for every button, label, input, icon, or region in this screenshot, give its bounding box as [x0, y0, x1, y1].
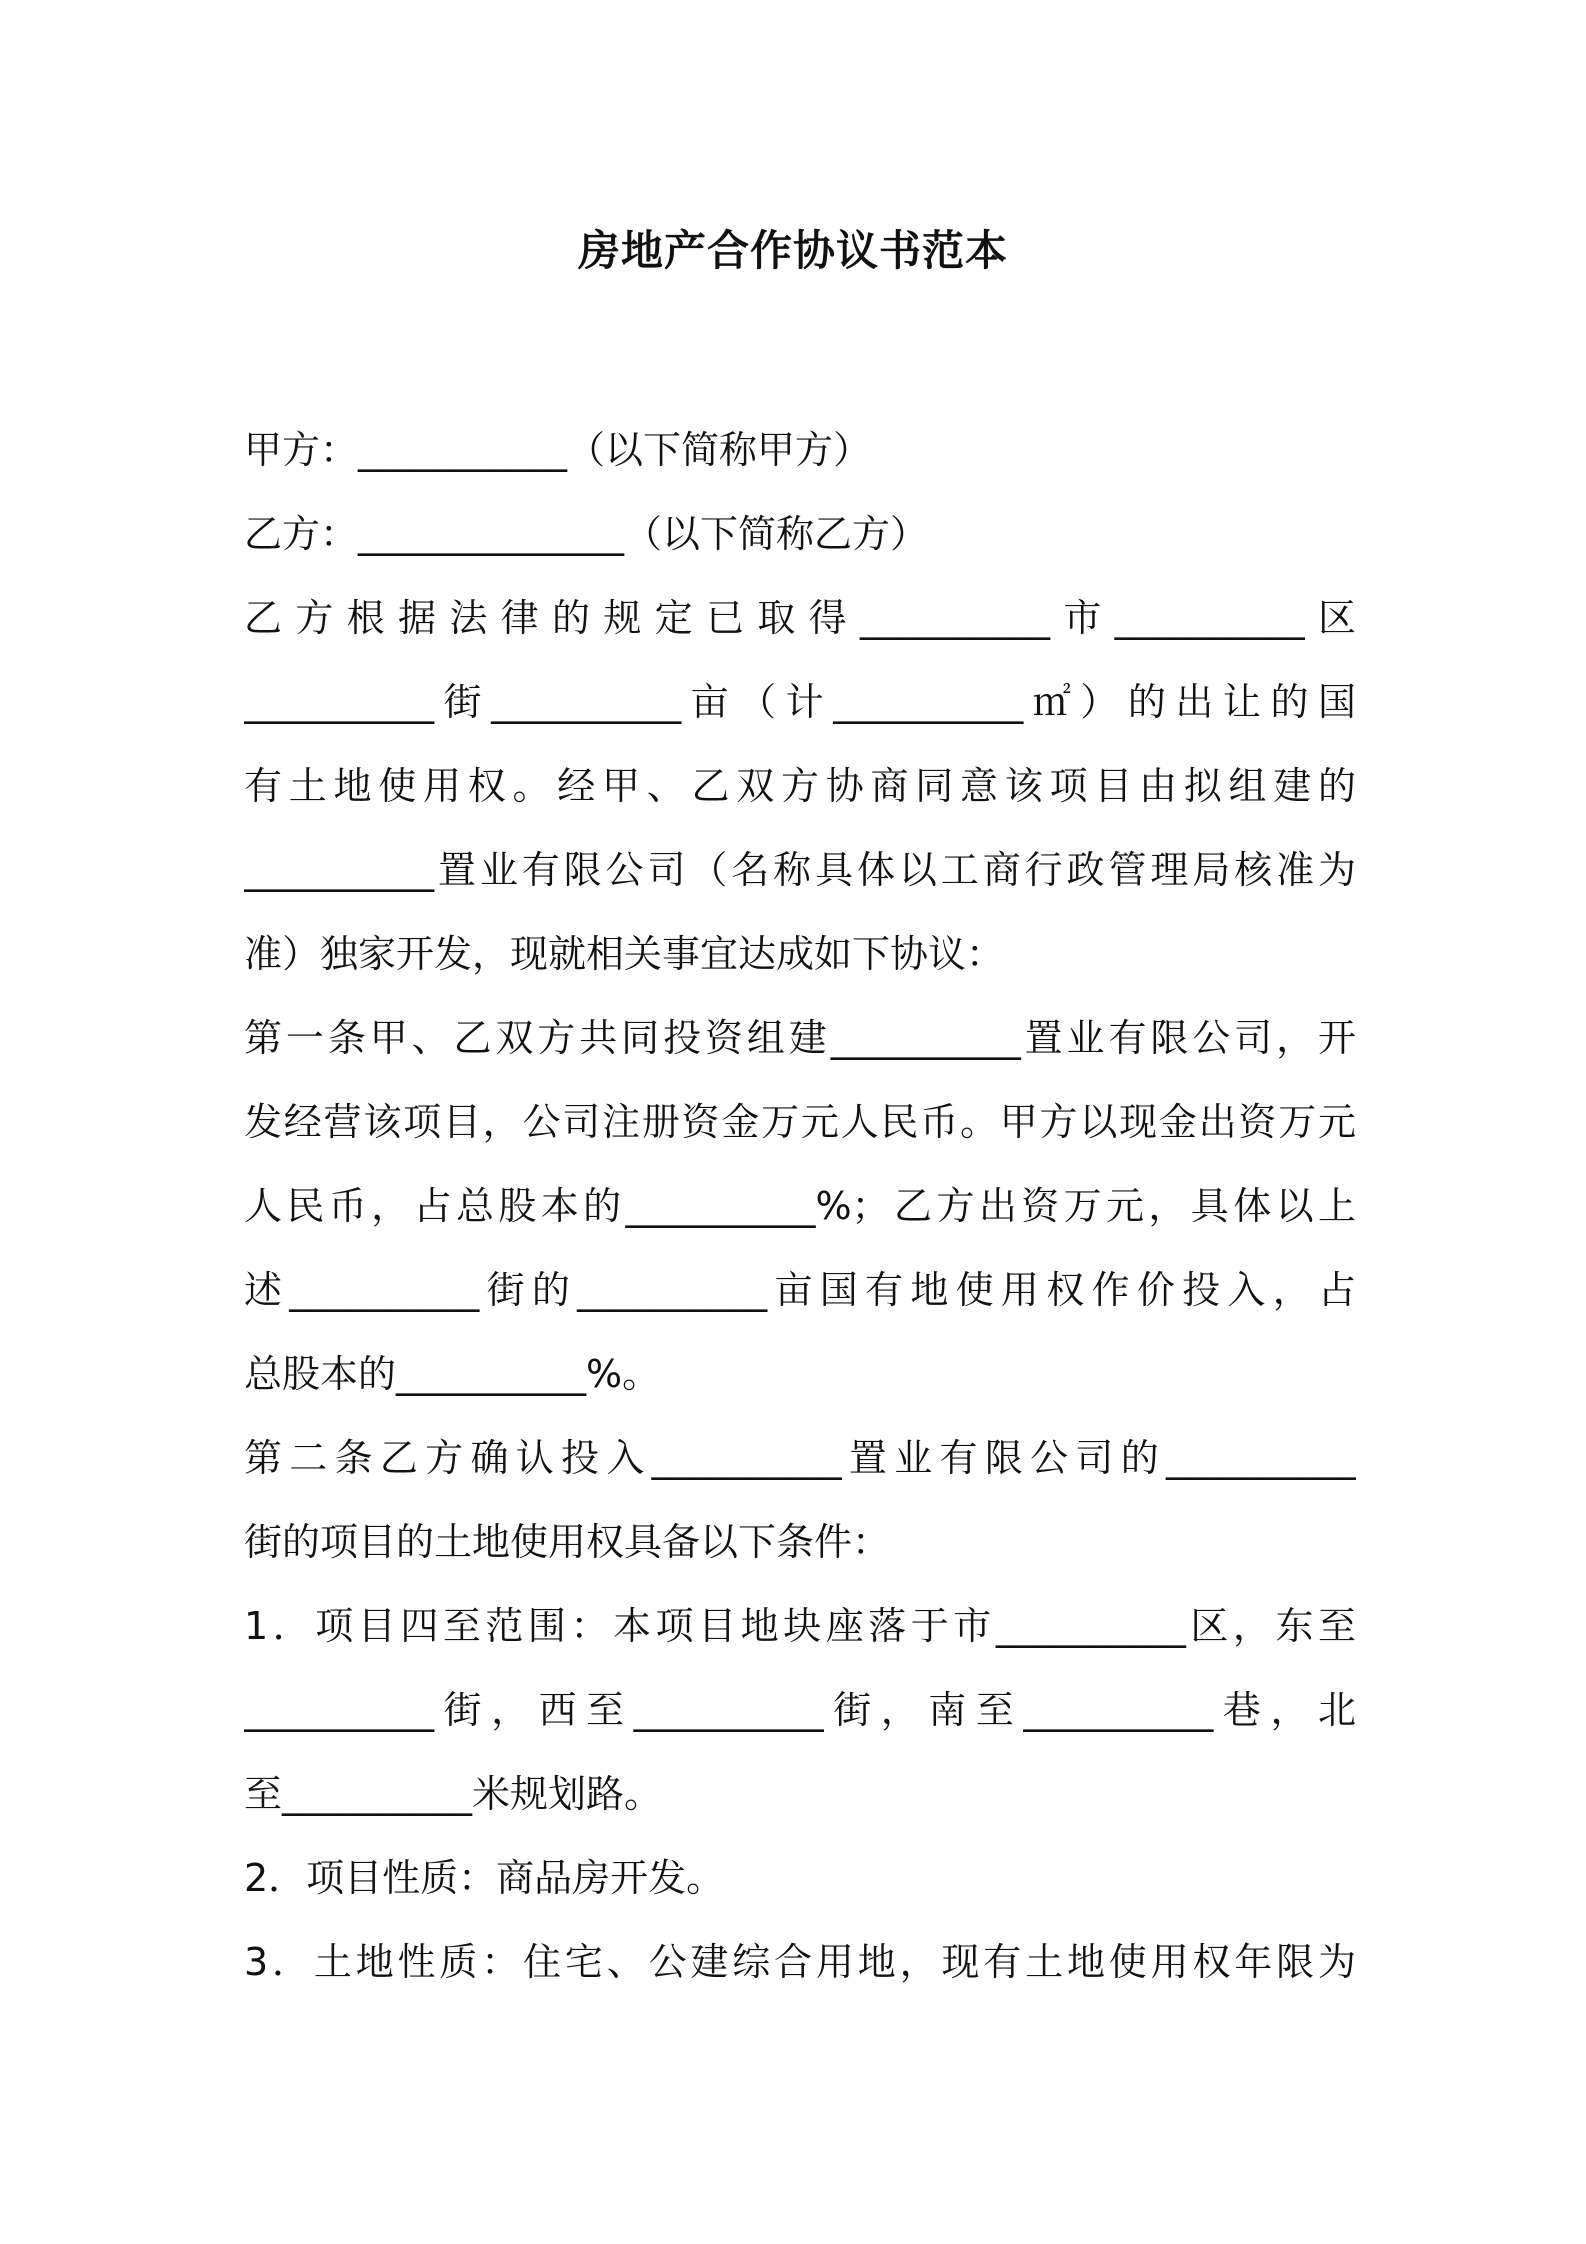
- party-a-line: 甲方：___________（以下简称甲方）: [244, 428, 872, 472]
- list-item-2-line: 2．项目性质：商品房开发。: [244, 1856, 725, 1900]
- document-body: [244, 408, 1356, 2004]
- paragraph-line: 准）独家开发，现就相关事宜达成如下协议：: [244, 932, 1005, 976]
- article-two-line: 街的项目的土地使用权具备以下条件：: [244, 1520, 891, 1564]
- party-b-line: 乙方：______________（以下简称乙方）: [244, 512, 929, 556]
- list-item-1-line: 至__________米规划路。: [244, 1772, 663, 1816]
- article-two-line: 第二条乙方确认投入__________置业有限公司的__________: [244, 1436, 1356, 1480]
- paragraph-line: 乙方根据法律的规定已取得__________市__________区: [244, 596, 1356, 640]
- list-item-1-line: 1．项目四至范围：本项目地块座落于市__________区，东至: [244, 1604, 1356, 1648]
- article-one-line: 人民币，占总股本的__________%；乙方出资万元，具体以上: [244, 1184, 1356, 1228]
- paragraph-line: __________置业有限公司（名称具体以工商行政管理局核准为: [244, 848, 1356, 892]
- article-one-line: 第一条甲、乙双方共同投资组建__________置业有限公司，开: [244, 1016, 1356, 1060]
- article-one-line: 述__________街的__________亩国有地使用权作价投入，占: [244, 1268, 1356, 1312]
- article-one-line: 发经营该项目，公司注册资金万元人民币。甲方以现金出资万元: [244, 1100, 1356, 1144]
- paragraph-line: __________街__________亩（计__________㎡）的出让的国: [244, 680, 1356, 724]
- paragraph-line: 有土地使用权。经甲、乙双方协商同意该项目由拟组建的: [244, 764, 1356, 808]
- list-item-3-line: 3．土地性质：住宅、公建综合用地，现有土地使用权年限为: [244, 1940, 1356, 1984]
- list-item-1-line: __________街，西至__________街，南至__________巷，北: [244, 1688, 1356, 1732]
- article-one-line: 总股本的__________%。: [244, 1352, 661, 1396]
- document-title: 房地产合作协议书范本: [577, 226, 1008, 275]
